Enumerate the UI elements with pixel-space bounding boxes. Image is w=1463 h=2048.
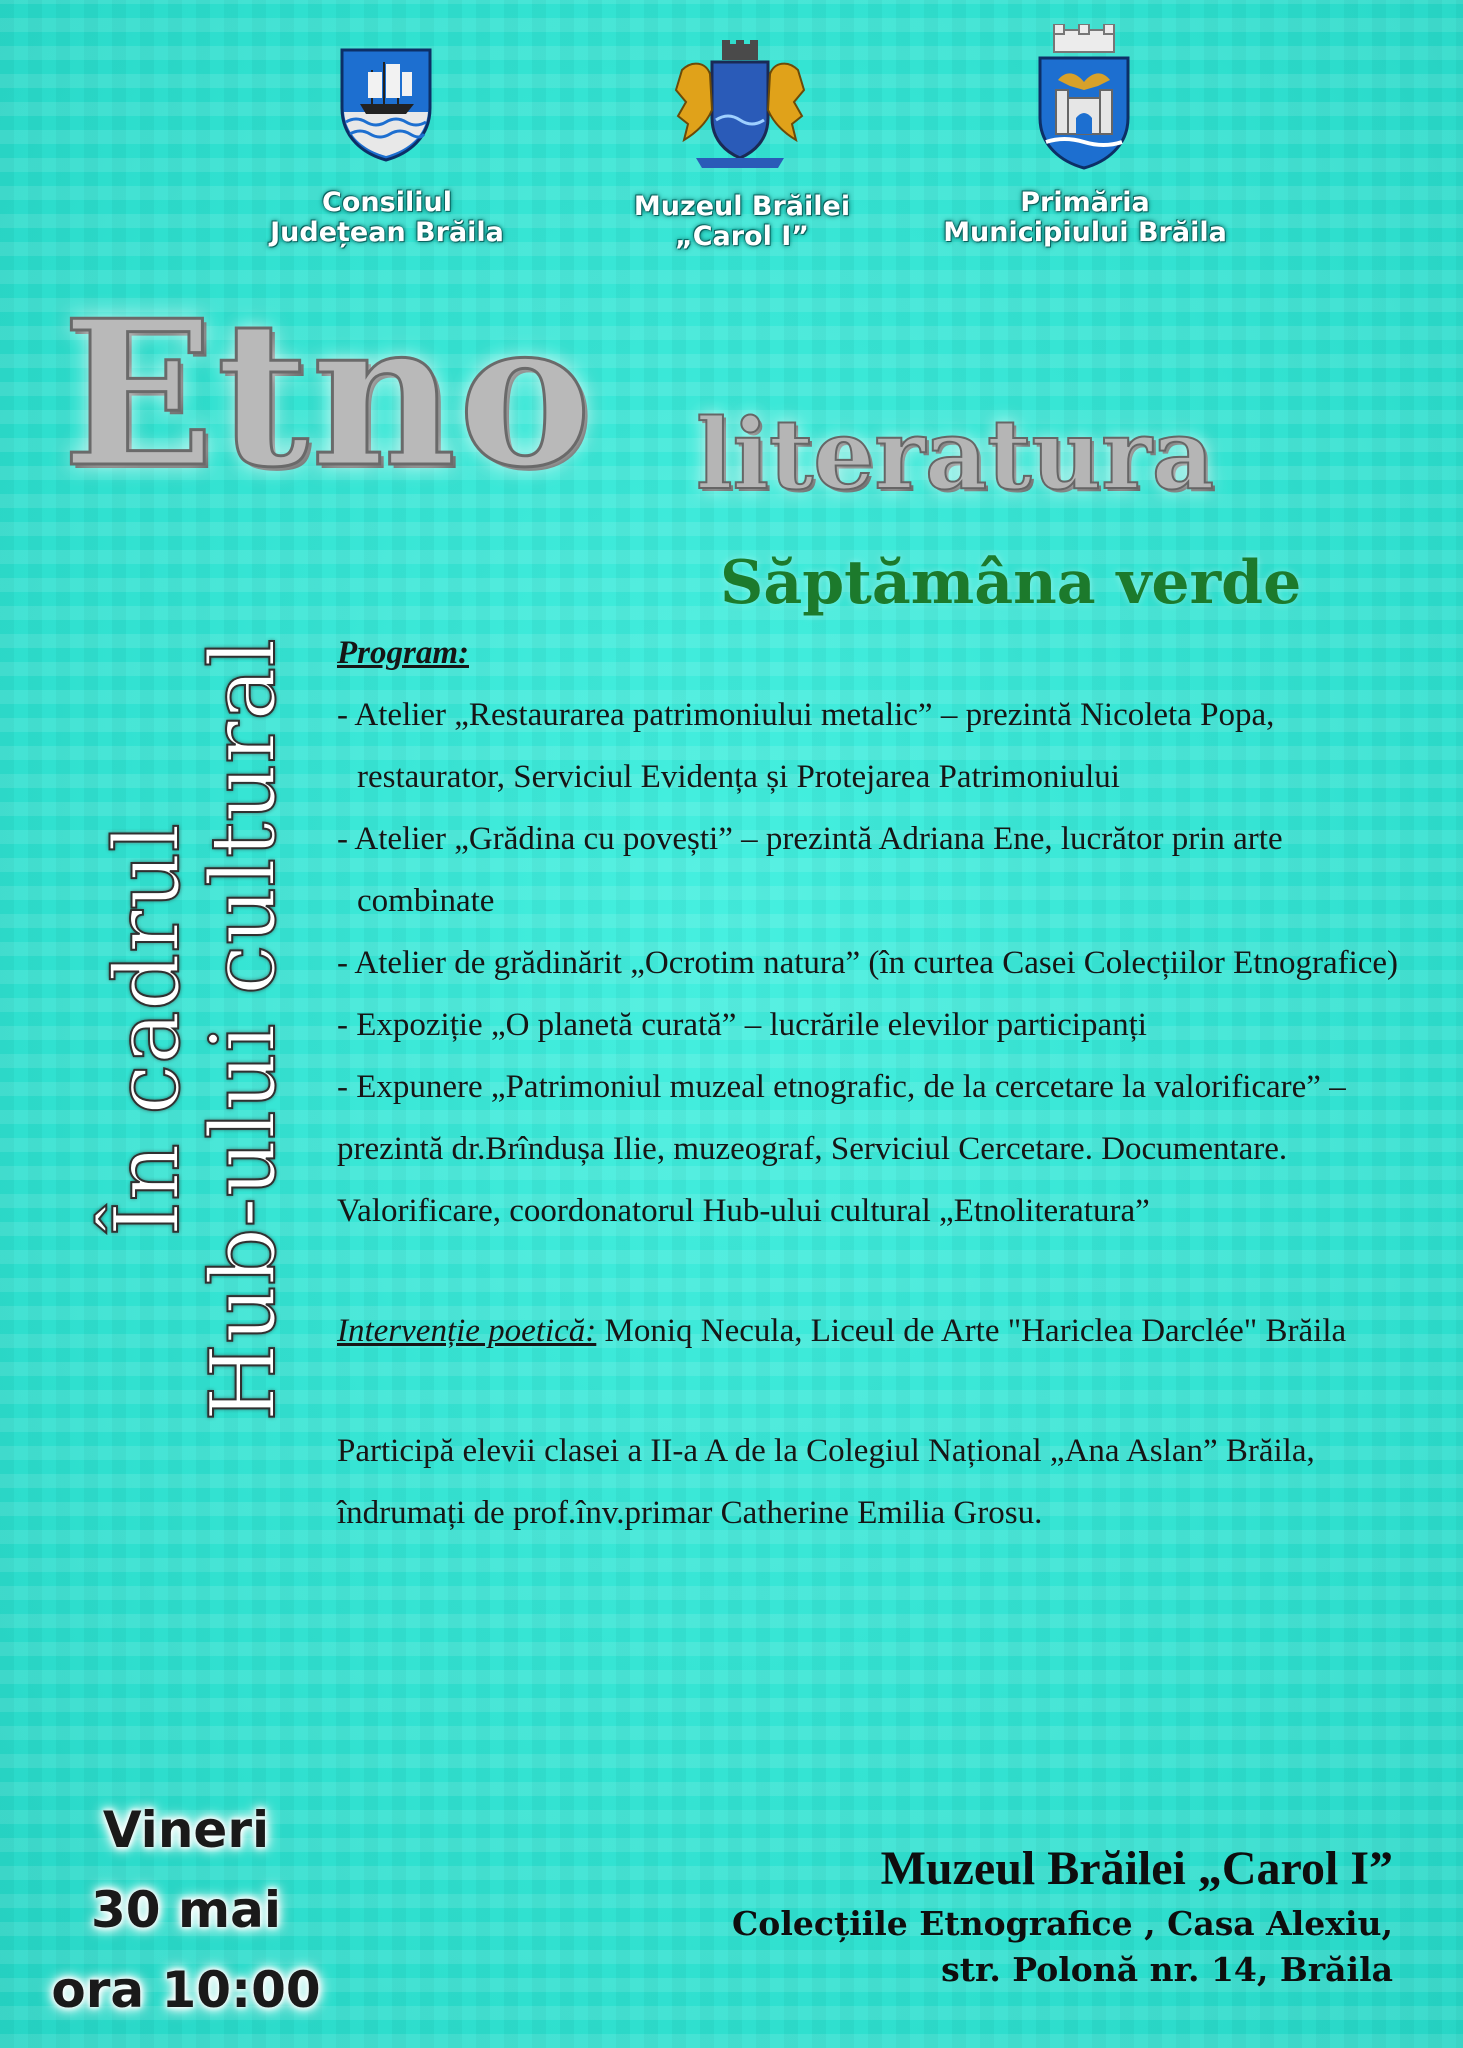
vertical-hub-text [95, 580, 330, 1480]
castle-coat-of-arms-icon [1036, 24, 1132, 170]
caption-line: „Carol I” [674, 221, 810, 252]
lions-coat-of-arms-icon [672, 40, 808, 172]
vertical-line-2: Hub-ului cultural [191, 638, 296, 1422]
title-etno: Etno [62, 277, 594, 512]
logo-muzeul-brailei [672, 40, 808, 172]
caption-line: Consiliul [322, 187, 452, 218]
venue-name: Muzeul Brăilei „Carol I” [880, 1842, 1393, 1895]
event-date [36, 1790, 336, 2030]
program-item: - Atelier „Restaurarea patrimoniului metalic” – prezintă Nicoleta Popa, restaurator, Serviciul Evidența și Protejarea Patrimoniului [337, 697, 1275, 795]
program-item: - Expunere „Patrimoniul muzeal etnografic, de la cercetare la valorificare” – prezintă dr.Brîndușa Ilie, muzeograf, Serviciul Cercetare. Documentare. Valorificare, coordonatorul Hub-ului cultural „Etnoliteratura” [337, 1069, 1346, 1229]
program-item: - Expoziție „O planetă curată” – lucrările elevilor participanți [337, 1007, 1147, 1043]
poetic-text: Moniq Necula, Liceul de Arte "Hariclea Darclée" Brăila [596, 1313, 1347, 1349]
title-literatura: literatura [696, 398, 1215, 511]
poetic-label: Intervenție poetică: [337, 1313, 597, 1349]
spacer [337, 1242, 1427, 1300]
logo-caption-muzeul [592, 192, 892, 252]
caption-line: Muzeul Brăilei [633, 191, 851, 222]
caption-line: Județean Brăila [270, 217, 504, 248]
logo-caption-consiliul [222, 188, 552, 248]
logo-primaria [1036, 24, 1132, 170]
participants-text: Participă elevii clasei a II-a A de la Colegiul Național „Ana Aslan” Brăila, îndrumați de prof.înv.primar Catherine Emilia Grosu. [337, 1433, 1315, 1531]
program-item: - Atelier „Grădina cu povești” – prezintă Adriana Ene, lucrător prin arte combinate [337, 821, 1283, 919]
poetic-intervention [337, 1300, 1427, 1362]
program-label: Program: [337, 635, 469, 671]
logo-caption-primaria [920, 188, 1250, 248]
venue-line-2: Colecțiile Etnografice , Casa Alexiu, [732, 1904, 1393, 1943]
subtitle: Săptămâna verde [720, 548, 1302, 618]
program-item: - Atelier de grădinărit „Ocrotim natura” (în curtea Casei Colecțiilor Etnografice) [337, 945, 1399, 981]
logo-consiliul-judetean [338, 46, 434, 162]
event-day: Vineri [102, 1801, 270, 1859]
event-time: ora 10:00 [51, 1961, 321, 2019]
spacer [337, 1362, 1427, 1420]
vertical-line-1: În cadrul [95, 823, 200, 1237]
event-date-value: 30 mai [91, 1881, 281, 1939]
ship-coat-of-arms-icon [338, 46, 434, 162]
caption-line: Primăria [1020, 187, 1150, 218]
caption-line: Municipiului Brăila [943, 217, 1227, 248]
venue-line-3: str. Polonă nr. 14, Brăila [941, 1950, 1393, 1989]
program-content [337, 622, 1427, 1544]
